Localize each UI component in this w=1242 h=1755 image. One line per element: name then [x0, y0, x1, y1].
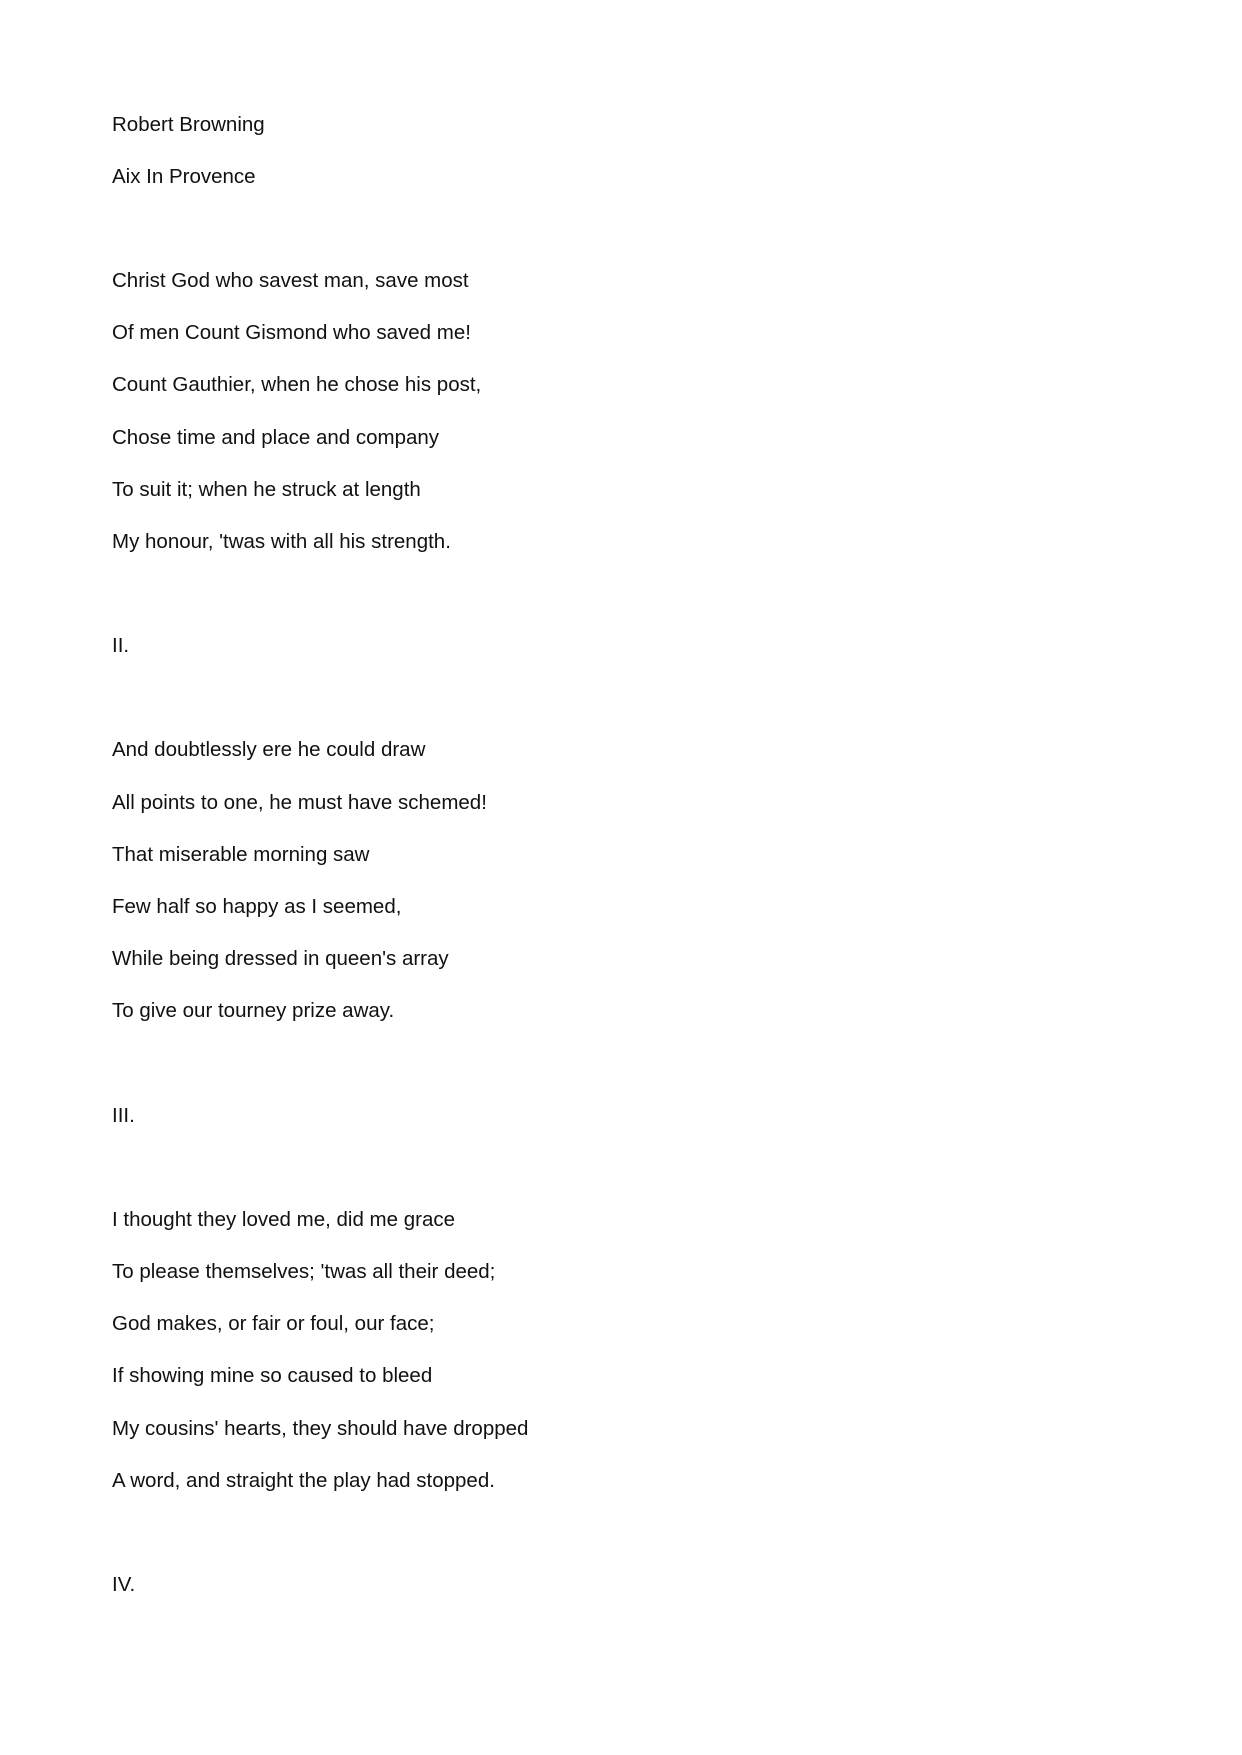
section-heading-2: II.: [112, 634, 130, 657]
poem-title: Aix In Provence: [112, 165, 256, 188]
stanza2-line-6: To give our tourney prize away.: [112, 999, 395, 1022]
stanza2-line-1: And doubtlessly ere he could draw: [112, 738, 426, 761]
section-heading-4: IV.: [112, 1573, 136, 1596]
stanza2-line-2: All points to one, he must have schemed!: [112, 791, 487, 814]
stanza3-line-3: God makes, or fair or foul, our face;: [112, 1312, 435, 1335]
stanza3-line-5: My cousins' hearts, they should have dropped: [112, 1417, 529, 1440]
stanza1-line-4: Chose time and place and company: [112, 426, 440, 449]
stanza2-line-4: Few half so happy as I seemed,: [112, 895, 402, 918]
stanza1-line-3: Count Gauthier, when he chose his post,: [112, 373, 482, 396]
stanza2-line-5: While being dressed in queen's array: [112, 947, 449, 970]
stanza3-line-4: If showing mine so caused to bleed: [112, 1364, 433, 1387]
stanza1-line-5: To suit it; when he struck at length: [112, 478, 421, 501]
stanza3-line-1: I thought they loved me, did me grace: [112, 1208, 456, 1231]
stanza1-line-6: My honour, 'twas with all his strength.: [112, 530, 451, 553]
stanza3-line-6: A word, and straight the play had stopped.: [112, 1469, 495, 1492]
author-line: Robert Browning: [112, 113, 265, 136]
stanza2-line-3: That miserable morning saw: [112, 843, 370, 866]
stanza1-line-1: Christ God who savest man, save most: [112, 269, 469, 292]
stanza3-line-2: To please themselves; 'twas all their deed;: [112, 1260, 496, 1283]
section-heading-3: III.: [112, 1104, 135, 1127]
stanza1-line-2: Of men Count Gismond who saved me!: [112, 321, 471, 344]
